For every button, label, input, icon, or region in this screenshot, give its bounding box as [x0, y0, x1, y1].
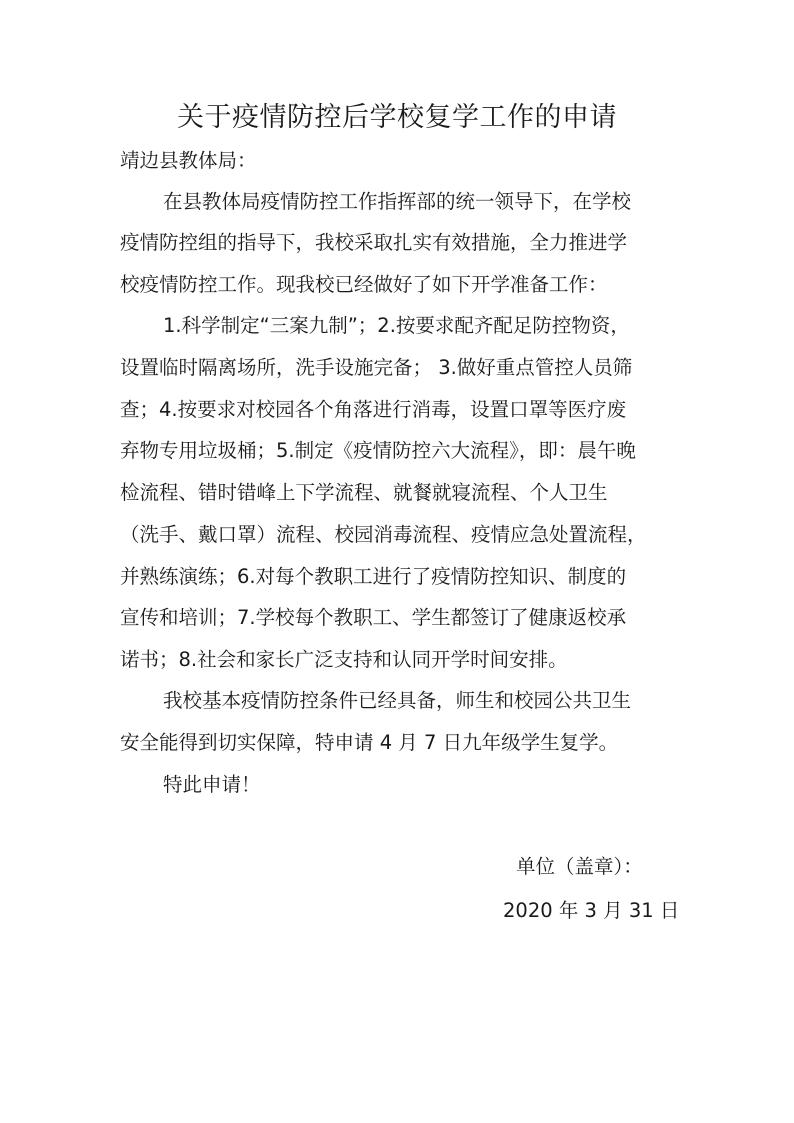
document-date: 2020 年 3 月 31 日	[503, 899, 680, 922]
paragraph-2-line-3: 查；4.按要求对校园各个角落进行消毒，设置口罩等医疗废	[120, 398, 627, 421]
paragraph-2-line-4: 弃物专用垃圾桶；5.制定《疫情防控六大流程》，即：晨午晚	[120, 439, 636, 462]
signature-unit: 单位（盖章）：	[516, 855, 643, 878]
document-title: 关于疫情防控后学校复学工作的申请	[177, 102, 617, 133]
paragraph-2-line-5: 检流程、错时错峰上下学流程、就餐就寝流程、个人卫生	[120, 481, 608, 504]
paragraph-1-line-1: 在县教体局疫情防控工作指挥部的统一领导下，在学校	[163, 190, 632, 213]
paragraph-2-line-7: 并熟练演练；6.对每个教职工进行了疫情防控知识、制度的	[120, 565, 627, 588]
paragraph-3-line-1: 我校基本疫情防控条件已经具备，师生和校园公共卫生	[163, 689, 632, 712]
addressee: 靖边县教体局：	[120, 149, 257, 172]
paragraph-2-line-9: 诺书；8.社会和家长广泛支持和认同开学时间安排。	[120, 648, 568, 671]
paragraph-2-line-1: 1.科学制定“三案九制”；2.按要求配齐配足防控物资，	[163, 314, 630, 337]
closing-statement: 特此申请！	[163, 773, 261, 796]
paragraph-2-line-8: 宣传和培训；7.学校每个教职工、学生都签订了健康返校承	[120, 606, 627, 629]
paragraph-3-line-2: 安全能得到切实保障，特申请 4 月 7 日九年级学生复学。	[120, 731, 619, 754]
paragraph-2-line-6: （洗手、戴口罩）流程、校园消毒流程、疫情应急处置流程，	[120, 523, 647, 546]
paragraph-1-line-2: 疫情防控组的指导下，我校采取扎实有效措施，全力推进学	[120, 231, 628, 254]
paragraph-1-line-3: 校疫情防控工作。现我校已经做好了如下开学准备工作：	[120, 273, 608, 296]
paragraph-2-line-2: 设置临时隔离场所，洗手设施完备； 3.做好重点管控人员筛	[120, 356, 633, 379]
